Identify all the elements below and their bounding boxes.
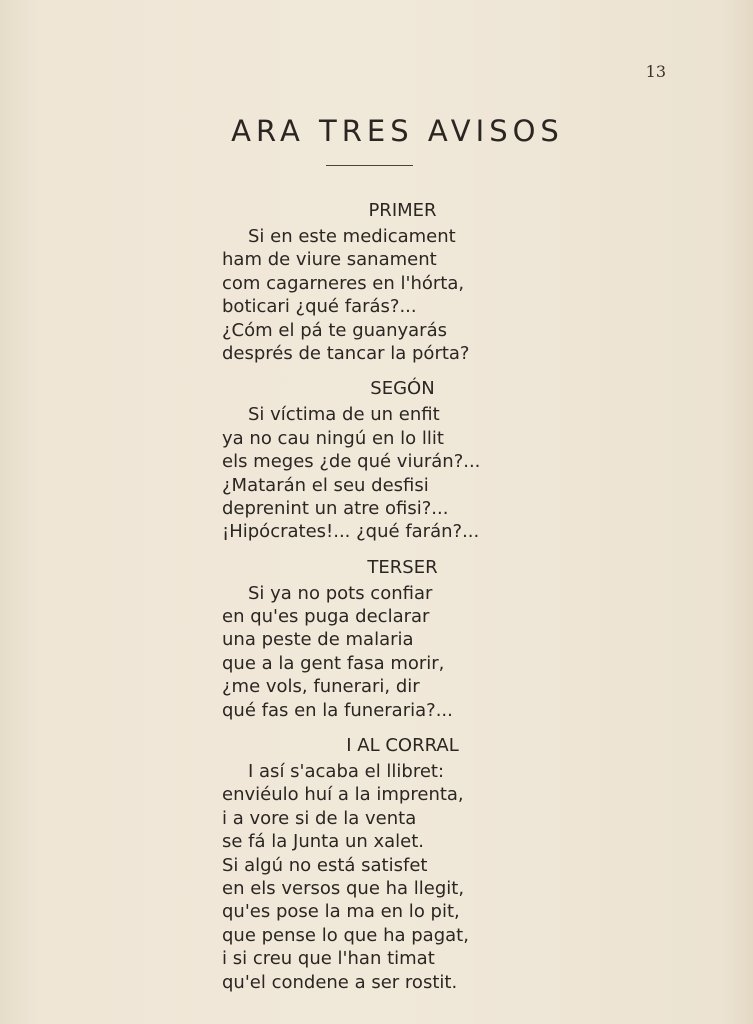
stanza-heading: PRIMER	[368, 200, 437, 221]
title-divider	[326, 165, 413, 166]
verse-line: enviéulo huí a la imprenta,	[222, 784, 464, 806]
stanza-i-al-corral	[0, 733, 753, 994]
verse-line: ya no cau ningú en lo llit	[222, 427, 444, 449]
verse-line: ¿Matarán el seu desfisi	[222, 474, 429, 496]
stanza-verse	[222, 225, 753, 365]
verse-line: ¿me vols, funerari, dir	[222, 676, 420, 698]
verse-line: que a la gent fasa morir,	[222, 652, 445, 674]
stanza-verse	[222, 582, 753, 722]
stanza-heading: I AL CORRAL	[346, 735, 459, 757]
stanza-verse	[222, 403, 753, 543]
verse-line: ham de viure sanament	[222, 249, 437, 271]
verse-line: els meges ¿de qué viurán?...	[222, 451, 481, 473]
verse-line: ¡Hipócrates!... ¿qué farán?...	[222, 521, 480, 543]
stanza-terser	[0, 555, 753, 722]
verse-line: i a vore si de la venta	[222, 807, 417, 829]
verse-line: com cagarneres en l'hórta,	[222, 272, 465, 294]
stanza-heading: TERSER	[367, 556, 438, 578]
verse-line: boticari ¿qué farás?...	[222, 296, 417, 318]
verse-line: que pense lo que ha pagat,	[222, 924, 469, 946]
verse-line: se fá la Junta un xalet.	[222, 831, 425, 853]
verse-line: i si creu que l'han timat	[222, 948, 435, 970]
verse-line: I así s'acaba el llibret:	[248, 761, 445, 783]
stanza-verse	[222, 760, 753, 994]
verse-line: deprenint un atre ofisi?...	[222, 497, 449, 519]
verse-line: Si en este medicament	[248, 226, 456, 247]
verse-line: en els versos que ha llegit,	[222, 877, 465, 899]
stanza-primer	[0, 198, 753, 365]
verse-line: Si víctima de un enfit	[248, 404, 440, 426]
verse-line: qu'es pose la ma en lo pit,	[222, 901, 460, 923]
verse-line: després de tancar la pórta?	[222, 342, 470, 364]
stanza-heading: SEGÓN	[370, 378, 435, 400]
verse-line: ¿Cóm el pá te guanyarás	[222, 319, 447, 341]
verse-line: en qu'es puga declarar	[222, 606, 430, 628]
page-number: 13	[645, 62, 666, 81]
verse-line: Si ya no pots confiar	[248, 582, 433, 604]
verse-line: qué fas en la funeraria?...	[222, 699, 453, 721]
verse-line: una peste de malaria	[222, 629, 414, 651]
verse-line: qu'el condene a ser rostit.	[222, 971, 458, 993]
verse-line: Si algú no está satisfet	[222, 854, 428, 876]
stanza-segon	[0, 376, 753, 543]
poem-title: ARA TRES AVISOS	[231, 114, 564, 148]
poem-body	[0, 198, 753, 994]
